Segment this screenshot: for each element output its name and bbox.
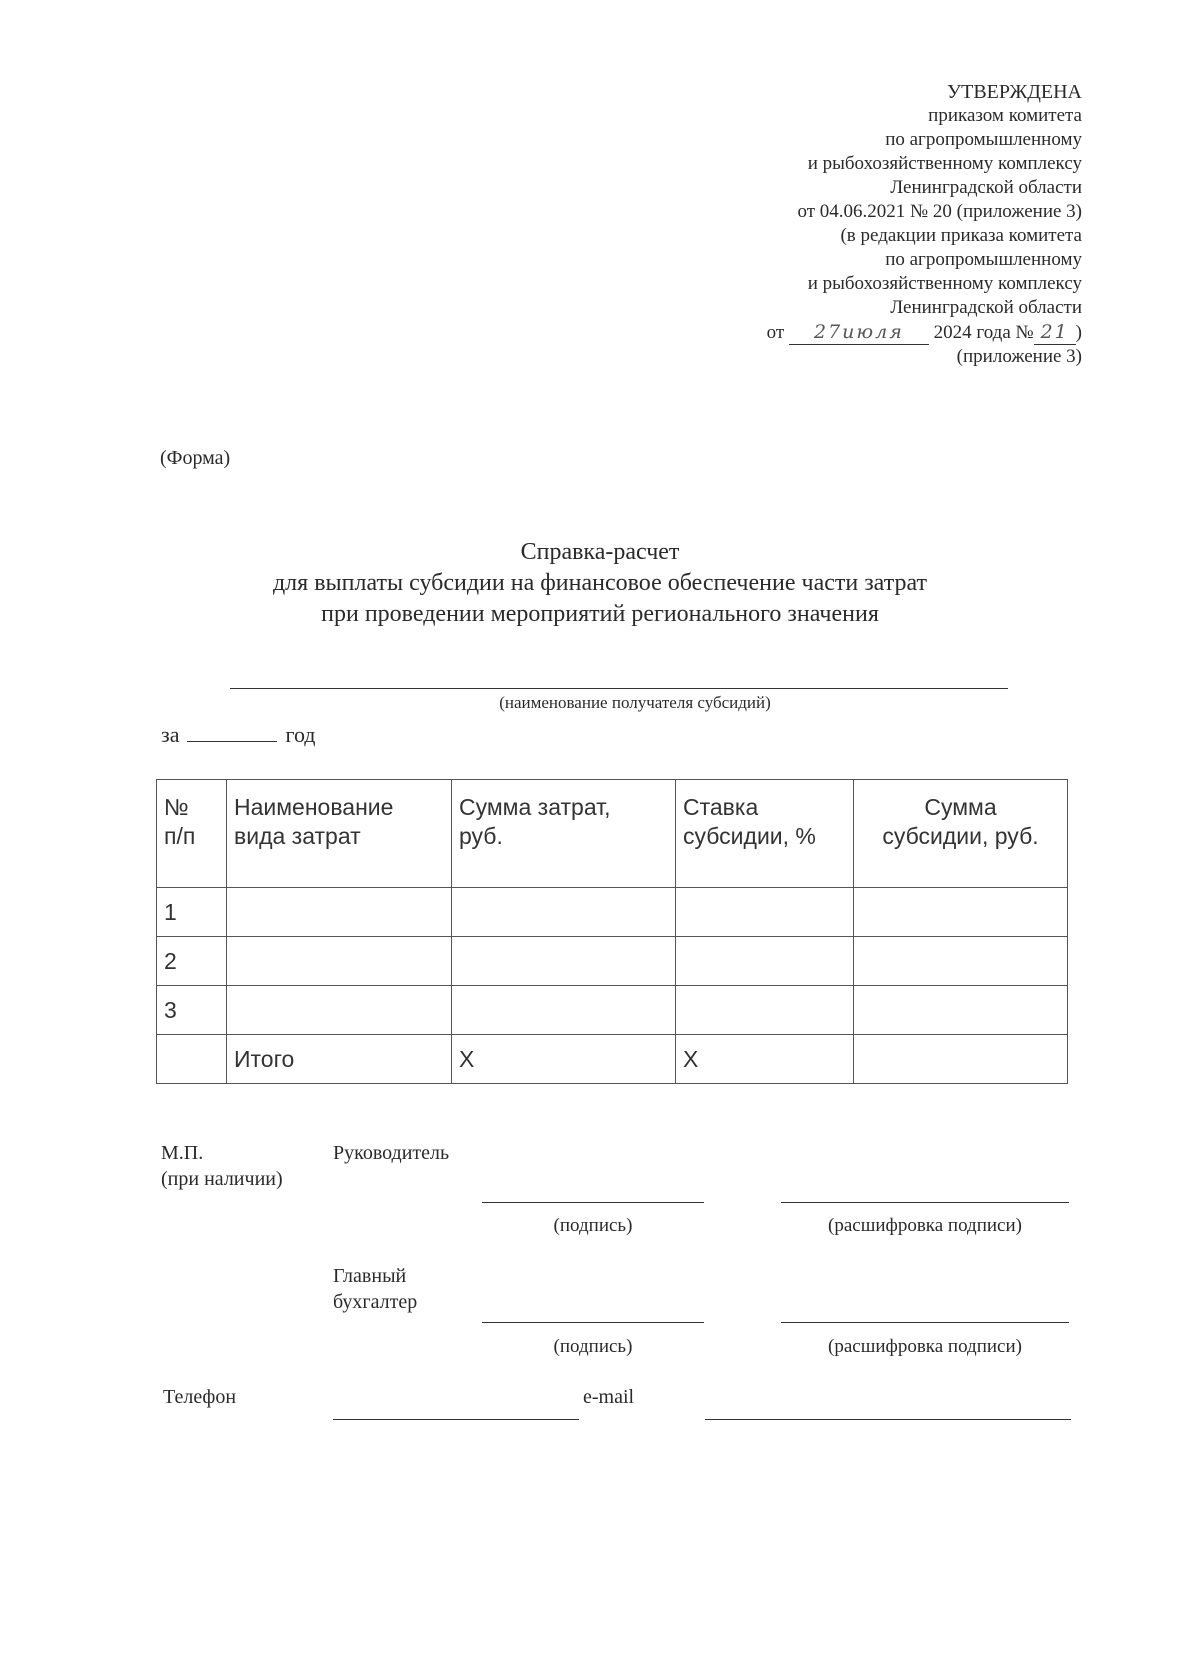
cell-name: [227, 937, 452, 986]
cell-num: 1: [157, 888, 227, 937]
approval-block: [767, 80, 1082, 369]
recipient-caption: (наименование получателя субсидий): [499, 693, 771, 712]
accountant-label: [333, 1263, 417, 1315]
cell-sum: [854, 986, 1068, 1035]
header-cost: [452, 780, 676, 888]
document-title: [0, 537, 1200, 630]
date-mid: 2024 года №: [933, 322, 1034, 343]
period-prefix: за: [161, 722, 180, 747]
cell-cost: [452, 986, 676, 1035]
head-sign-caption: (подпись): [553, 1215, 633, 1236]
cell-name: [227, 986, 452, 1035]
email-label: e-mail: [583, 1386, 635, 1408]
cell-cost: [452, 888, 676, 937]
cell-cost: [452, 937, 676, 986]
accountant-text: бухгалтер: [333, 1291, 418, 1313]
accountant-sign-caption: (подпись): [553, 1336, 633, 1357]
approval-line: от 04.06.2021 № 20 (приложение 3): [797, 201, 1082, 222]
header-text: субсидии, руб.: [882, 823, 1039, 849]
handwritten-number: 21: [1034, 320, 1076, 345]
header-text: №: [164, 794, 189, 820]
title-line: при проведении мероприятий регионального значения: [321, 601, 879, 627]
header-text: Сумма затрат,: [459, 794, 611, 820]
header-num: [157, 780, 227, 888]
approval-line: по агропромышленному: [885, 129, 1082, 150]
cell-name: [227, 888, 452, 937]
head-signature-line: [482, 1202, 704, 1203]
header-rate: [676, 780, 854, 888]
approval-attachment: (приложение 3): [956, 346, 1082, 367]
cell-rate: [676, 888, 854, 937]
header-text: Сумма: [924, 794, 997, 820]
header-text: субсидии, %: [683, 823, 816, 849]
total-num: [157, 1035, 227, 1084]
phone-label: Телефон: [163, 1386, 237, 1408]
approval-line: и рыбохозяйственному комплексу: [807, 273, 1082, 294]
table-header-row: [157, 780, 1068, 888]
total-sum: [854, 1035, 1068, 1084]
table-total-row: [157, 1035, 1068, 1084]
approval-line: и рыбохозяйственному комплексу: [807, 153, 1082, 174]
accountant-decode-line: [781, 1322, 1069, 1323]
head-decode-caption: (расшифровка подписи): [828, 1215, 1022, 1236]
period-suffix: год: [285, 722, 316, 747]
handwritten-date: 27июля: [789, 320, 929, 345]
date-suffix: ): [1075, 322, 1082, 343]
approval-line: УТВЕРЖДЕНА: [946, 81, 1082, 103]
form-label: (Форма): [160, 447, 231, 469]
cell-num: 2: [157, 937, 227, 986]
approval-line: приказом комитета: [928, 105, 1082, 126]
period-line: [161, 722, 316, 748]
header-text: Наименование: [234, 794, 394, 820]
date-prefix: от: [766, 322, 785, 343]
accountant-signature-line: [482, 1322, 704, 1323]
total-rate: X: [676, 1035, 854, 1084]
header-text: руб.: [459, 823, 503, 849]
period-blank: [187, 741, 277, 742]
stamp-text: М.П.: [161, 1142, 204, 1164]
approval-date-line: [767, 320, 1082, 345]
cell-rate: [676, 986, 854, 1035]
approval-line: по агропромышленному: [885, 249, 1082, 270]
header-sum: [854, 780, 1068, 888]
header-text: п/п: [164, 823, 196, 849]
phone-line: [333, 1419, 579, 1420]
accountant-text: Главный: [333, 1265, 407, 1287]
head-label: Руководитель: [333, 1142, 450, 1164]
approval-line: (в редакции приказа комитета: [840, 225, 1082, 246]
calculation-table: [156, 779, 1068, 1084]
table-row: [157, 888, 1068, 937]
table-row: [157, 986, 1068, 1035]
title-line: для выплаты субсидии на финансовое обеспечение части затрат: [272, 570, 928, 596]
cell-num: 3: [157, 986, 227, 1035]
cell-sum: [854, 937, 1068, 986]
cell-rate: [676, 937, 854, 986]
accountant-decode-caption: (расшифровка подписи): [828, 1336, 1022, 1357]
recipient-line: [230, 688, 1008, 689]
header-text: вида затрат: [234, 823, 361, 849]
approval-line: Ленинградской области: [890, 177, 1082, 198]
title-line: Справка-расчет: [520, 539, 680, 565]
cell-sum: [854, 888, 1068, 937]
approval-line: Ленинградской области: [890, 297, 1082, 318]
header-name: [227, 780, 452, 888]
table-row: [157, 937, 1068, 986]
total-label: Итого: [227, 1035, 452, 1084]
email-line: [705, 1419, 1071, 1420]
head-decode-line: [781, 1202, 1069, 1203]
stamp-text: (при наличии): [161, 1168, 283, 1190]
total-cost: X: [452, 1035, 676, 1084]
header-text: Ставка: [683, 794, 759, 820]
stamp-label: [161, 1140, 283, 1192]
